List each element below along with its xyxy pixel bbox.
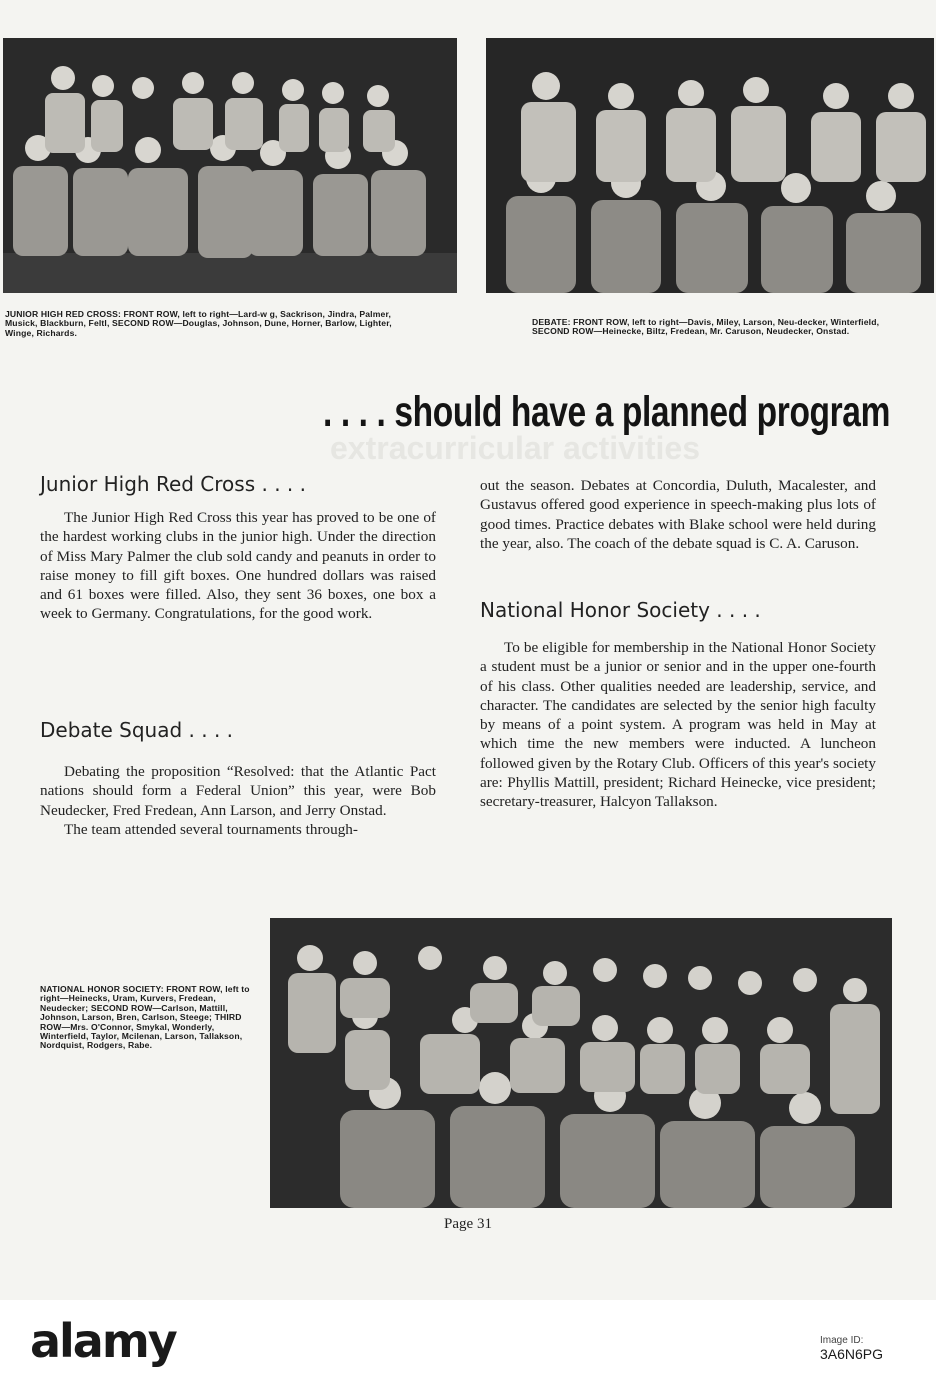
page-headline: . . . . should have a planned program — [322, 388, 890, 436]
honor-society-caption: NATIONAL HONOR SOCIETY: FRONT ROW, left to right—Heinecks, Uram, Kurvers, Fredean, Neudecker; SECOND ROW—Carlson, Mattill, Johnson, Larson, Bren, Carlson, Steege; THIRD ROW—Mrs. O'Connor, Smykal, Wonderly, Winterfield, Taylor, Mcilenan, Larson, Tallakson, Nordquist, Rodgers, Rabe. — [40, 984, 250, 1051]
bleed-through-text: extracurricular activities — [330, 430, 700, 466]
image-id-label: Image ID: — [820, 1335, 864, 1346]
debate-body — [40, 762, 436, 839]
honor-society-body — [480, 638, 876, 812]
debate-caption: DEBATE: FRONT ROW, left to right—Davis, Miley, Larson, Neu-decker, Winterfield, SECOND ROW—Heinecke, Biltz, Fredean, Mr. Caruson, Neudecker, Onstad. — [532, 317, 880, 337]
image-id — [820, 1335, 883, 1362]
honor-society-photo — [270, 918, 892, 1208]
debate-continued-paragraph: out the season. Debates at Concordia, Duluth, Macalester, and Gustavus offered good experience in speech-making plus lots of good times. Practice debates with Blake school were held during the year, also. The coach of the debate squad is C. A. Caruson. — [480, 477, 876, 552]
red-cross-body — [40, 508, 436, 624]
image-id-value: 3A6N6PG — [820, 1346, 884, 1362]
stock-logo: alamy — [30, 1314, 176, 1368]
page-number: Page 31 — [444, 1216, 492, 1232]
red-cross-photo — [3, 38, 457, 293]
honor-society-title: National Honor Society . . . . — [480, 598, 761, 622]
debate-paragraph: The team attended several tournaments through- — [64, 820, 358, 838]
debate-paragraph: Debating the proposition “Resolved: that the Atlantic Pact nations should form a Federal Union” this year, were Bob Neudecker, Fred Fredean, Ann Larson, and Jerry Onstad. — [40, 763, 436, 819]
honor-society-paragraph: To be eligible for membership in the National Honor Society a student must be a junior or senior and in the upper one-fourth of his class. Other qualities needed are leadership, service, and character. The candidates are selected by the senior high faculty by means of a point system. A program was held in May at which time the new members were inducted. A luncheon followed given by the Rotary Club. Officers of this year's society are: Phyllis Mattill, president; Richard Heinecke, vice president; secretary-treasurer, Halcyon Tallakson. — [480, 639, 876, 811]
debate-photo — [486, 38, 934, 293]
debate-title: Debate Squad . . . . — [40, 718, 234, 742]
red-cross-caption: JUNIOR HIGH RED CROSS: FRONT ROW, left to right—Lard-w g, Sackrison, Jindra, Palmer, Musick, Blackburn, Feltl, SECOND ROW—Douglas, Johnson, Dune, Horner, Barlow, Lighter, Winge, Richards. — [5, 309, 392, 338]
red-cross-title: Junior High Red Cross . . . . — [40, 472, 306, 496]
red-cross-paragraph: The Junior High Red Cross this year has proved to be one of the hardest working clubs in the junior high. Under the direction of Miss Mary Palmer the club sold candy and peanuts in order to raise money to fill gift boxes. One hundred dollars was raised and 61 boxes were filled. Also, they sent 36 boxes, one box a week to Germany. Congratulations, for the good work. — [40, 509, 436, 623]
debate-continued-body — [480, 476, 876, 553]
